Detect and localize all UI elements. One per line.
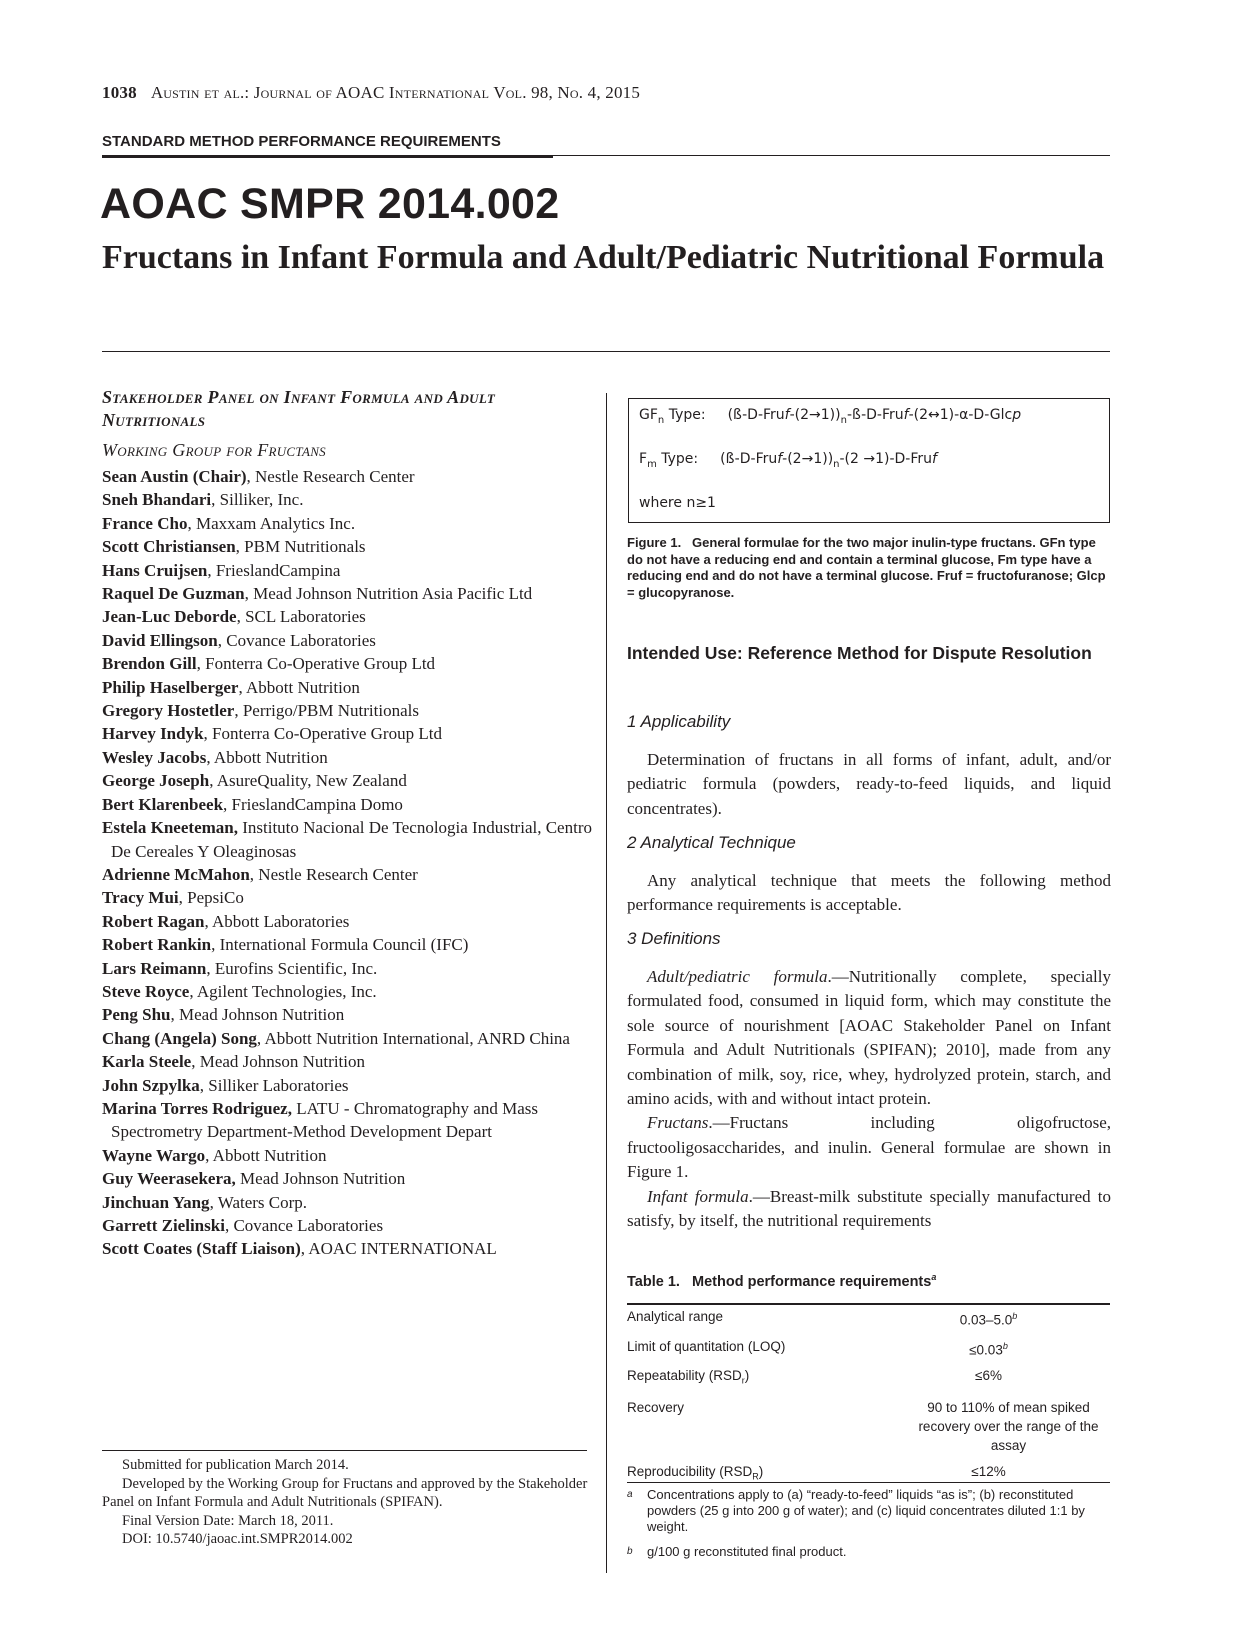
table-note <box>627 1487 1110 1535</box>
member-affiliation: , Perrigo/PBM Nutritionals <box>234 701 419 721</box>
member-item <box>102 535 592 558</box>
table-row <box>627 1359 1110 1391</box>
member-affiliation: , Fonterra Co-Operative Group Ltd <box>196 654 436 674</box>
param-label: Analytical range <box>627 1309 724 1324</box>
member-affiliation: , Mead Johnson Nutrition Asia Pacific Ltd <box>244 584 533 604</box>
gfn-formula-b: f <box>784 407 790 423</box>
member-name: Tracy Mui <box>102 888 179 908</box>
member-item <box>102 769 592 792</box>
table-param <box>627 1391 867 1455</box>
section-3-heading: 3 Definitions <box>627 929 721 948</box>
working-group-heading: Working Group for Fructans <box>102 440 326 460</box>
page-subtitle: Fructans in Infant Formula and Adult/Pediatric Nutritional Formula <box>102 239 1105 276</box>
note-mark: a <box>627 1489 633 1500</box>
member-affiliation: , AOAC INTERNATIONAL <box>300 1239 497 1259</box>
member-affiliation: , Silliker, Inc. <box>211 490 304 510</box>
member-affiliation: , Abbott Nutrition International, ANRD China <box>256 1028 570 1048</box>
footnote-developed: Developed by the Working Group for Fructans and approved by the Stakeholder Panel on Infant Formula and Adult Nutritionals (SPIFAN). <box>102 1475 588 1510</box>
table-value <box>867 1391 1110 1455</box>
gfn-sub: n <box>657 414 665 426</box>
member-name: Hans Cruijsen <box>102 560 208 580</box>
table-1-title <box>627 1272 936 1290</box>
fm-formula-d: n <box>833 458 840 470</box>
value-text: 90 to 110% of mean spiked recovery over the range of the assay <box>918 1399 1099 1453</box>
member-affiliation: , Maxxam Analytics Inc. <box>187 513 356 533</box>
member-item <box>102 980 592 1003</box>
fm-formula <box>639 451 937 470</box>
member-item <box>102 1097 592 1144</box>
member-affiliation: , PepsiCo <box>178 888 244 908</box>
member-name: Peng Shu <box>102 1005 171 1025</box>
member-name: Robert Rankin <box>102 935 212 955</box>
note-mark: b <box>627 1546 633 1557</box>
member-affiliation: , Nestle Research Center <box>249 864 418 884</box>
gfn-formula-f: f <box>903 407 909 423</box>
param-label: Reproducibility (RSD <box>627 1463 753 1479</box>
member-affiliation: , Mead Johnson Nutrition <box>170 1005 345 1025</box>
member-name: Jinchuan Yang <box>102 1192 210 1212</box>
member-item <box>102 629 592 652</box>
member-name: Chang (Angela) Song <box>102 1028 257 1048</box>
member-item <box>102 1074 592 1097</box>
def1-text: .—Nutritionally complete, specially formulated food, consumed in liquid form, which may constitute the sole source of nourishment [AOAC Stakeholder Panel on Infant Formula and Adult Nutritionals (SPIFAN); 2010], made from any combination of milk, soy, rice, whey, hydrolyzed protein, starch, and amino acids, with and without intact protein. <box>627 967 1111 1109</box>
member-name: Lars Reimann <box>102 958 207 978</box>
fm-type: Type: <box>656 451 699 467</box>
member-name: Scott Coates (Staff Liaison) <box>102 1239 301 1259</box>
member-affiliation: Instituto Nacional De Tecnologia Industrial, Centro De Cereales Y Oleaginosas <box>111 818 592 861</box>
figure-caption-text: General formulae for the two major inulin-type fructans. GFn type do not have a reducing end and contain a terminal glucose, Fm type have a reducing end and do not have a terminal glucose. Fruf = fructofuranose; Glcp = glucopyranose. <box>627 535 1106 600</box>
intended-use-heading: Intended Use: Reference Method for Dispute Resolution <box>627 643 1092 663</box>
member-item <box>102 582 592 605</box>
performance-table <box>627 1304 1110 1486</box>
table-value <box>867 1304 1110 1330</box>
member-affiliation: , FrieslandCampina Domo <box>223 794 403 814</box>
gfn-formula-d: n <box>840 414 847 426</box>
definition-adult-pediatric <box>627 965 1111 1111</box>
page-title: AOAC SMPR 2014.002 <box>100 180 560 228</box>
param-sub: r <box>741 1375 745 1386</box>
member-item <box>102 699 592 722</box>
fm-formula-f: f <box>932 451 937 467</box>
member-item <box>102 722 592 745</box>
member-name: Wesley Jacobs <box>102 747 207 767</box>
member-affiliation: LATU - Chromatography and Mass Spectrometry Department-Method Development Depart <box>111 1098 538 1142</box>
member-item <box>102 910 592 933</box>
member-name: Guy Weerasekera, <box>102 1169 236 1189</box>
param-end: ) <box>744 1368 750 1383</box>
def3-term: Infant formula <box>647 1186 749 1206</box>
note-text: g/100 g reconstituted final product. <box>647 1544 847 1559</box>
def1-term: Adult/pediatric formula <box>647 967 828 986</box>
member-affiliation: , Agilent Technologies, Inc. <box>189 981 377 1001</box>
member-name: Wayne Wargo <box>102 1145 206 1165</box>
gfn-formula-e: -ß-D-Fru <box>846 407 904 423</box>
gfn-formula <box>639 407 1021 426</box>
header-rule-thin <box>553 155 1110 156</box>
footnote-doi: DOI: 10.5740/jaoac.int.SMPR2014.002 <box>122 1531 353 1547</box>
table-title-mark: a <box>931 1272 937 1282</box>
member-item <box>102 559 592 582</box>
footnote-final-date: Final Version Date: March 18, 2011. <box>122 1512 334 1529</box>
left-column <box>102 386 592 1261</box>
header-rule-thick <box>102 155 553 158</box>
figure-caption-label: Figure 1. <box>627 535 682 550</box>
gfn-formula-g: -(2↔1)-α-D-Glc <box>908 407 1013 423</box>
value-text: ≤0.03 <box>969 1342 1003 1357</box>
member-name: Bert Klarenbeek <box>102 794 224 814</box>
gfn-formula-a: (ß-D-Fru <box>727 407 785 423</box>
figure-1-box <box>628 398 1110 523</box>
member-affiliation: , Covance Laboratories <box>217 630 376 650</box>
member-affiliation: , Covance Laboratories <box>224 1216 384 1235</box>
member-affiliation: , Abbott Nutrition <box>238 677 360 697</box>
value-mark: b <box>1012 1311 1018 1321</box>
member-affiliation: , Fonterra Co-Operative Group Ltd <box>203 724 442 744</box>
def2-text: .—Fructans including oligofructose, fructooligosaccharides, and inulin. General formulae are shown in Figure 1. <box>627 1113 1111 1182</box>
fm-formula-e: -(2 →1)-D-Fru <box>839 451 933 467</box>
member-name: Scott Christiansen <box>102 537 236 557</box>
table-param <box>627 1359 867 1391</box>
definition-fructans <box>627 1111 1111 1184</box>
member-item <box>102 512 592 535</box>
param-label: Limit of quantitation (LOQ) <box>627 1338 786 1354</box>
member-name: David Ellingson <box>102 630 218 650</box>
member-item <box>102 886 592 909</box>
gfn-type: Type: <box>664 407 706 423</box>
member-affiliation: , Waters Corp. <box>209 1192 308 1212</box>
running-head <box>102 83 640 103</box>
member-affiliation: , Eurofins Scientific, Inc. <box>206 958 378 978</box>
member-affiliation: , Nestle Research Center <box>246 467 415 486</box>
fm-formula-b: f <box>777 451 783 467</box>
member-item <box>102 1050 592 1073</box>
member-item <box>102 863 592 886</box>
member-item <box>102 1214 592 1237</box>
value-text: 0.03–5.0 <box>959 1312 1013 1328</box>
member-item <box>102 1237 592 1260</box>
table-row <box>627 1391 1110 1455</box>
title-rule <box>102 351 1110 352</box>
table-bottom-rule <box>627 1482 1110 1483</box>
member-name: Raquel De Guzman <box>102 584 245 604</box>
member-name: Marina Torres Rodriguez, <box>102 1098 292 1118</box>
gfn-label: GF <box>639 407 658 423</box>
section-label: STANDARD METHOD PERFORMANCE REQUIREMENTS <box>102 133 501 150</box>
fm-formula-a: (ß-D-Fru <box>720 451 778 467</box>
table-param <box>627 1304 867 1330</box>
member-name: Philip Haselberger <box>102 677 239 697</box>
member-name: Robert Ragan <box>102 911 205 931</box>
figure-where: where n≥1 <box>639 495 716 511</box>
gfn-formula-h: p <box>1012 407 1022 423</box>
member-name: Sean Austin (Chair) <box>102 467 247 486</box>
gfn-formula-c: -(2→1)) <box>789 407 841 423</box>
param-label: Recovery <box>627 1399 685 1415</box>
section-1-heading: 1 Applicability <box>627 712 731 731</box>
member-item <box>102 793 592 816</box>
figure-caption <box>627 535 1112 601</box>
member-affiliation: , Abbott Nutrition <box>206 747 328 767</box>
member-affiliation: , FrieslandCampina <box>207 560 341 580</box>
member-name: Brendon Gill <box>102 654 197 674</box>
panel-heading: Stakeholder Panel on Infant Formula and Adult Nutritionals <box>102 387 496 430</box>
member-affiliation: , SCL Laboratories <box>236 607 366 627</box>
journal-citation: Austin et al.: Journal of AOAC International Vol. 98, No. 4, 2015 <box>150 83 641 102</box>
def2-term: Fructans <box>647 1113 709 1133</box>
section-2-heading: 2 Analytical Technique <box>627 833 796 852</box>
member-name: Harvey Indyk <box>102 724 204 744</box>
footnotes <box>102 1456 592 1549</box>
member-name: Garrett Zielinski <box>102 1216 225 1235</box>
table-title-label: Table 1. <box>627 1273 680 1290</box>
section-2-text: Any analytical technique that meets the following method performance requirements is acceptable. <box>627 871 1111 915</box>
member-item <box>102 605 592 628</box>
member-name: Steve Royce <box>102 981 190 1001</box>
fm-sub: m <box>647 458 657 470</box>
member-affiliation: , International Formula Council (IFC) <box>211 935 469 955</box>
definition-infant-formula <box>627 1185 1111 1234</box>
table-notes <box>627 1487 1110 1569</box>
member-name: Jean-Luc Deborde <box>102 607 237 627</box>
member-item <box>102 1027 592 1050</box>
column-divider <box>606 393 607 1573</box>
member-item <box>102 488 592 511</box>
member-name: Estela Kneeteman, <box>102 818 238 838</box>
member-item <box>102 1003 592 1026</box>
member-item <box>102 746 592 769</box>
member-list <box>102 465 592 1261</box>
table-note <box>627 1544 1110 1560</box>
table-param <box>627 1330 867 1360</box>
member-item <box>102 1144 592 1167</box>
table-row <box>627 1330 1110 1360</box>
member-name: France Cho <box>102 513 188 533</box>
member-affiliation: , AsureQuality, New Zealand <box>209 771 407 791</box>
table-value <box>867 1330 1110 1360</box>
param-end: ) <box>758 1463 764 1479</box>
member-name: Gregory Hostetler <box>102 701 235 721</box>
member-name: Sneh Bhandari <box>102 490 212 510</box>
param-label: Repeatability (RSD <box>627 1368 742 1383</box>
member-affiliation: , PBM Nutritionals <box>235 537 366 557</box>
def3-text: .—Breast-milk substitute specially manufactured to satisfy, by itself, the nutritional requirements <box>627 1186 1111 1231</box>
member-affiliation: , Silliker Laboratories <box>199 1075 349 1095</box>
value-mark: b <box>1002 1340 1008 1351</box>
footnote-submitted: Submitted for publication March 2014. <box>122 1457 349 1473</box>
member-item <box>102 957 592 980</box>
member-affiliation: , Abbott Laboratories <box>204 911 350 931</box>
member-item <box>102 933 592 956</box>
member-affiliation: , Abbott Nutrition <box>205 1145 327 1165</box>
member-affiliation: , Mead Johnson Nutrition <box>191 1052 365 1072</box>
param-sub: R <box>752 1471 759 1482</box>
table-value <box>867 1359 1110 1391</box>
member-name: Karla Steele <box>102 1052 192 1072</box>
member-item <box>102 1167 592 1190</box>
page-number: 1038 <box>102 83 137 102</box>
member-item <box>102 652 592 675</box>
member-name: Adrienne McMahon <box>102 864 250 884</box>
member-item <box>102 816 592 863</box>
member-item <box>102 1191 592 1214</box>
table-title-text: Method performance requirements <box>692 1273 932 1290</box>
section-1-text: Determination of fructans in all forms of infant, adult, and/or pediatric formula (powders, ready-to-feed liquids, and liquid concentrates). <box>627 750 1111 818</box>
value-text: ≤12% <box>971 1463 1006 1479</box>
member-affiliation: Mead Johnson Nutrition <box>235 1169 406 1189</box>
table-row <box>627 1304 1110 1330</box>
value-text: ≤6% <box>975 1368 1002 1383</box>
member-name: George Joseph <box>102 771 210 791</box>
member-item <box>102 676 592 699</box>
note-text: Concentrations apply to (a) “ready-to-feed” liquids “as is”; (b) reconstituted powders (25 g into 200 g of water); and (c) liquid concentrates diluted 1:1 by weight. <box>647 1487 1085 1534</box>
footnote-rule <box>102 1450 587 1451</box>
definitions <box>627 965 1111 1233</box>
fm-label: F <box>639 451 648 467</box>
member-name: John Szpylka <box>102 1075 200 1095</box>
member-item <box>102 465 592 488</box>
fm-formula-c: -(2→1)) <box>782 451 834 467</box>
